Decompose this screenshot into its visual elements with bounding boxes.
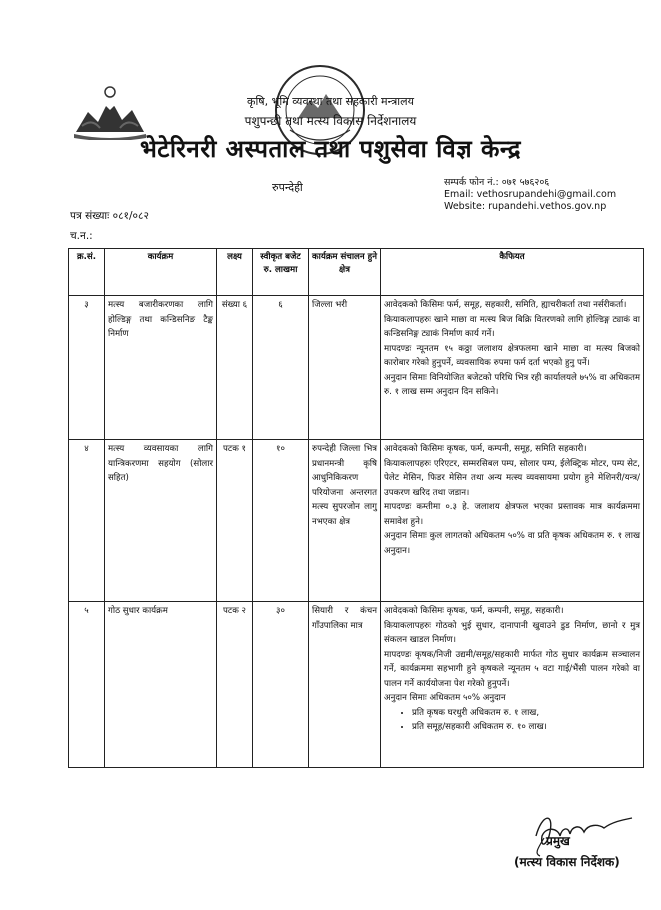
cell-target: संख्या ६ xyxy=(217,296,253,440)
remarks-criteria: मापदण्डः कम्तीमा ०.३ हे. जलाशय क्षेत्रफल भएका प्रस्तावक मात्र कार्यक्रममा समावेश हुने। xyxy=(384,502,640,527)
header-budget: स्वीकृत बजेट रु. लाखमा xyxy=(253,249,309,296)
phone-text: सम्पर्क फोन नं.: ०७१ ५७६२०६ xyxy=(444,177,550,188)
cell-budget: १० xyxy=(253,440,309,602)
signatory-title: प्रमुख xyxy=(546,834,570,848)
header-target: लक्ष्य xyxy=(217,249,253,296)
cell-sn: ५ xyxy=(69,602,105,768)
cell-program: मत्स्य व्यवसायका लागि यान्त्रिकरणमा सहयोग (सोलार सहित) xyxy=(105,440,217,602)
remarks-subsidy: अनुदान सिमाः कुल लागतको अधिकतम ५०% वा प्रति कृषक अधिकतम रु. १ लाख अनुदान। xyxy=(384,531,640,556)
remarks-subsidy: अनुदान सिमाः विनियोजित बजेटको परिधि भित्र रही कार्यालयले ७५% वा अधिकतम रु. १ लाख सम्म अनुदान दिन सकिने। xyxy=(384,372,640,397)
remarks-activities: कियाकलापहरुः गोठको भुई सुधार, दानापानी खुवाउने डुड निर्माण, छानो र मुत्र संकलन खाडल निर्माण। xyxy=(384,620,640,645)
handwritten-signature xyxy=(528,806,636,860)
dispatch-number: च.न.: xyxy=(70,230,93,242)
header-program: कार्यक्रम xyxy=(105,249,217,296)
signatory-department: (मत्स्य विकास निर्देशक) xyxy=(514,855,620,869)
table-row xyxy=(69,296,644,440)
cell-sn: ३ xyxy=(69,296,105,440)
table-header-row xyxy=(69,249,644,296)
remarks-criteria: मापदण्डः कृषक/निजी उद्यमी/समूह/सहकारी मार्फत गोठ सुधार कार्यक्रम सञ्चालन गर्ने, कार्यक्रममा सहभागी हुने कृषकले न्यूनतम ५ वटा गाई/भैंसी पालन गरेको वा पालन गर्ने कार्ययोजना पेश गरेको हुनुपर्ने। xyxy=(384,649,640,689)
department-name: पशुपन्छी तथा मत्स्य विकास निर्देशनालय xyxy=(244,114,417,128)
cell-remarks xyxy=(381,602,644,768)
header-remarks: कैफियत xyxy=(381,249,644,296)
cell-program: मत्स्य बजारीकरणका लागि होल्डिङ्ग तथा कन्डिसनिङ टैङ्क निर्माण xyxy=(105,296,217,440)
cell-area: सियारी र कंचन गाँउपालिका मात्र xyxy=(309,602,381,768)
list-item: • प्रति समूह/सहकारी अधिकतम रु. १० लाख। xyxy=(412,720,640,735)
contact-block xyxy=(444,177,616,213)
website-text: Website: rupandehi.vethos.gov.np xyxy=(444,201,607,212)
header-sn: क्र.सं. xyxy=(69,249,105,296)
table-row xyxy=(69,602,644,768)
list-item: • प्रति कृषक घरधुरी अधिकतम रु. १ लाख, xyxy=(412,706,640,721)
cell-budget: ६ xyxy=(253,296,309,440)
cell-area: रुपन्देही जिल्ला भित्र प्रधानमन्त्री कृषि आधुनिकिकरण परियोजना अन्तरगत मत्स्य सुपरजोन लागु नभएका क्षेत्र xyxy=(309,440,381,602)
cell-target: पटक १ xyxy=(217,440,253,602)
table-row xyxy=(69,440,644,602)
district-name: रुपन्देही xyxy=(272,181,303,194)
remarks-applicant: आवेदकको किसिमः फर्म, समूह, सहकारी, समिति, ह्याचरीकर्ता तथा नर्सरीकर्ता। xyxy=(384,300,627,310)
cell-remarks xyxy=(381,440,644,602)
cell-program: गोठ सुधार कार्यक्रम xyxy=(105,602,217,768)
cell-target: पटक २ xyxy=(217,602,253,768)
cell-budget: ३० xyxy=(253,602,309,768)
cell-area: जिल्ला भरी xyxy=(309,296,381,440)
remarks-subsidy: अनुदान सिमाः अधिकतम ५०% अनुदान xyxy=(384,693,506,703)
cell-sn: ४ xyxy=(69,440,105,602)
remarks-activities: कियाकलापहरुः खाने माछा वा मत्स्य बिज बिक्रि वितरणको लागि होल्डिङ्ग ट्याकं वा कन्डिसनिङ्ग ट्याकं निर्माण कार्य गर्ने। xyxy=(384,314,640,339)
header-area: कार्यक्रम संचालन हुने क्षेत्र xyxy=(309,249,381,296)
remarks-applicant: आवेदकको किसिमः कृषक, फर्म, कम्पनी, समूह, समिति सहकारी। xyxy=(384,444,587,454)
ministry-name: कृषि, भूमि व्यवस्था तथा सहकारी मन्त्रालय xyxy=(247,95,414,108)
subsidy-bullet-list xyxy=(384,706,640,735)
remarks-criteria: मापदण्डः न्यूनतम १५ कठ्ठा जलाशय क्षेत्रफलमा खाने माछा वा मत्स्य बिजको कारोबार गरेको हुनुपर्ने, व्यवसायिक रुपमा फर्म दर्ता भएको हुनु पर्ने। xyxy=(384,343,640,368)
remarks-activities: कियाकलापहरुः एरिएटर, सम्मरसिबल पम्प, सोलार पम्प, ईलेक्ट्रिक मोटर, पम्प सेट, पेलेट मेसिन, फिडर मेसिन तथा अन्य मत्स्य व्यवसायमा प्रयोग हुने मेशिनरी/यन्त्र/उपकरण खरिद तथा जडान। xyxy=(384,458,640,498)
cell-remarks xyxy=(381,296,644,440)
remarks-applicant: आवेदकको किसिमः कृषक, फर्म, कम्पनी, समूह, सहकारी। xyxy=(384,606,564,616)
program-table xyxy=(68,248,644,768)
letter-ref-number: पत्र संख्याः ०८१/०८२ xyxy=(70,210,149,222)
office-title: भेटेरिनरी अस्पताल तथा पशुसेवा विज्ञ केन्द्र xyxy=(139,135,522,163)
email-text: Email: vethosrupandehi@gmail.com xyxy=(444,189,617,200)
